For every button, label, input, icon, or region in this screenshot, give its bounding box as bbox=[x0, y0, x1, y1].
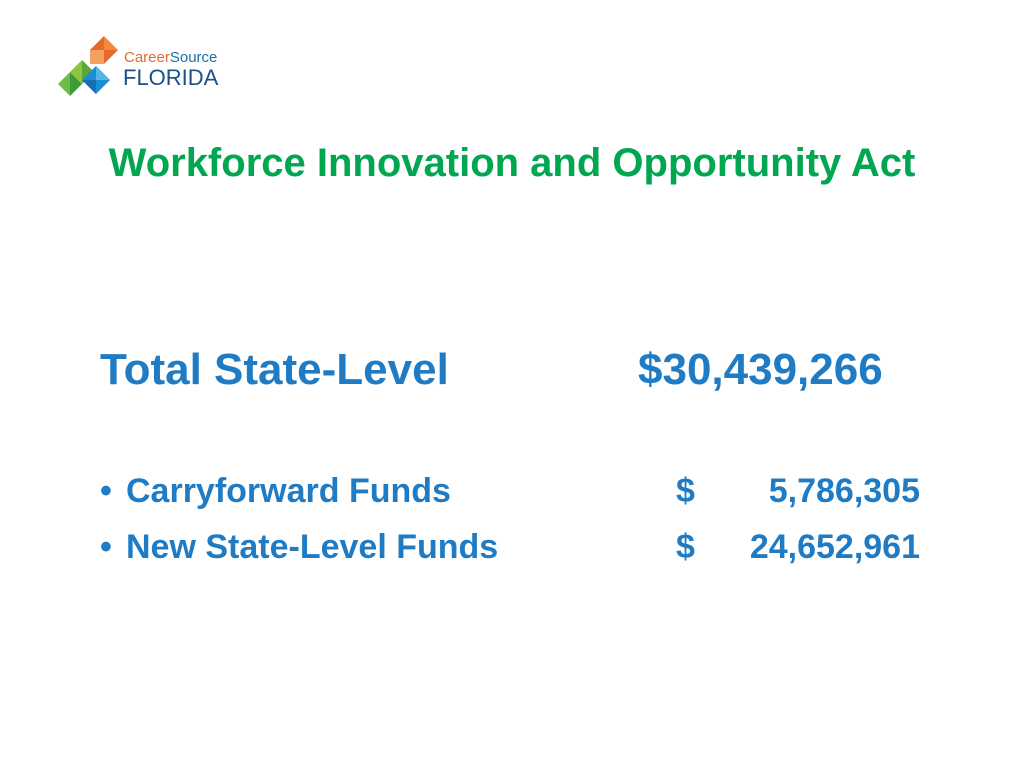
logo-text-careersource bbox=[124, 49, 217, 66]
item-label: Carryforward Funds bbox=[126, 472, 451, 510]
bullet: • bbox=[100, 528, 112, 566]
currency-symbol: $ bbox=[676, 528, 695, 566]
list-item-new-state-level bbox=[100, 528, 930, 572]
logo-text-florida: FLORIDA bbox=[123, 65, 219, 90]
logo-mark-icon bbox=[56, 36, 122, 102]
bullet: • bbox=[100, 472, 112, 510]
careersource-florida-logo bbox=[56, 36, 246, 106]
item-amount: 5,786,305 bbox=[768, 472, 920, 510]
logo-text-career: Career bbox=[124, 49, 170, 66]
slide-title: Workforce Innovation and Opportunity Act bbox=[108, 141, 916, 185]
total-value: $30,439,266 bbox=[638, 345, 883, 394]
item-label: New State-Level Funds bbox=[126, 528, 499, 566]
total-label: Total State-Level bbox=[100, 345, 449, 394]
currency-symbol: $ bbox=[676, 472, 695, 510]
item-amount: 24,652,961 bbox=[749, 528, 920, 566]
list-item-carryforward bbox=[100, 472, 930, 516]
logo-text-source: Source bbox=[169, 49, 218, 66]
